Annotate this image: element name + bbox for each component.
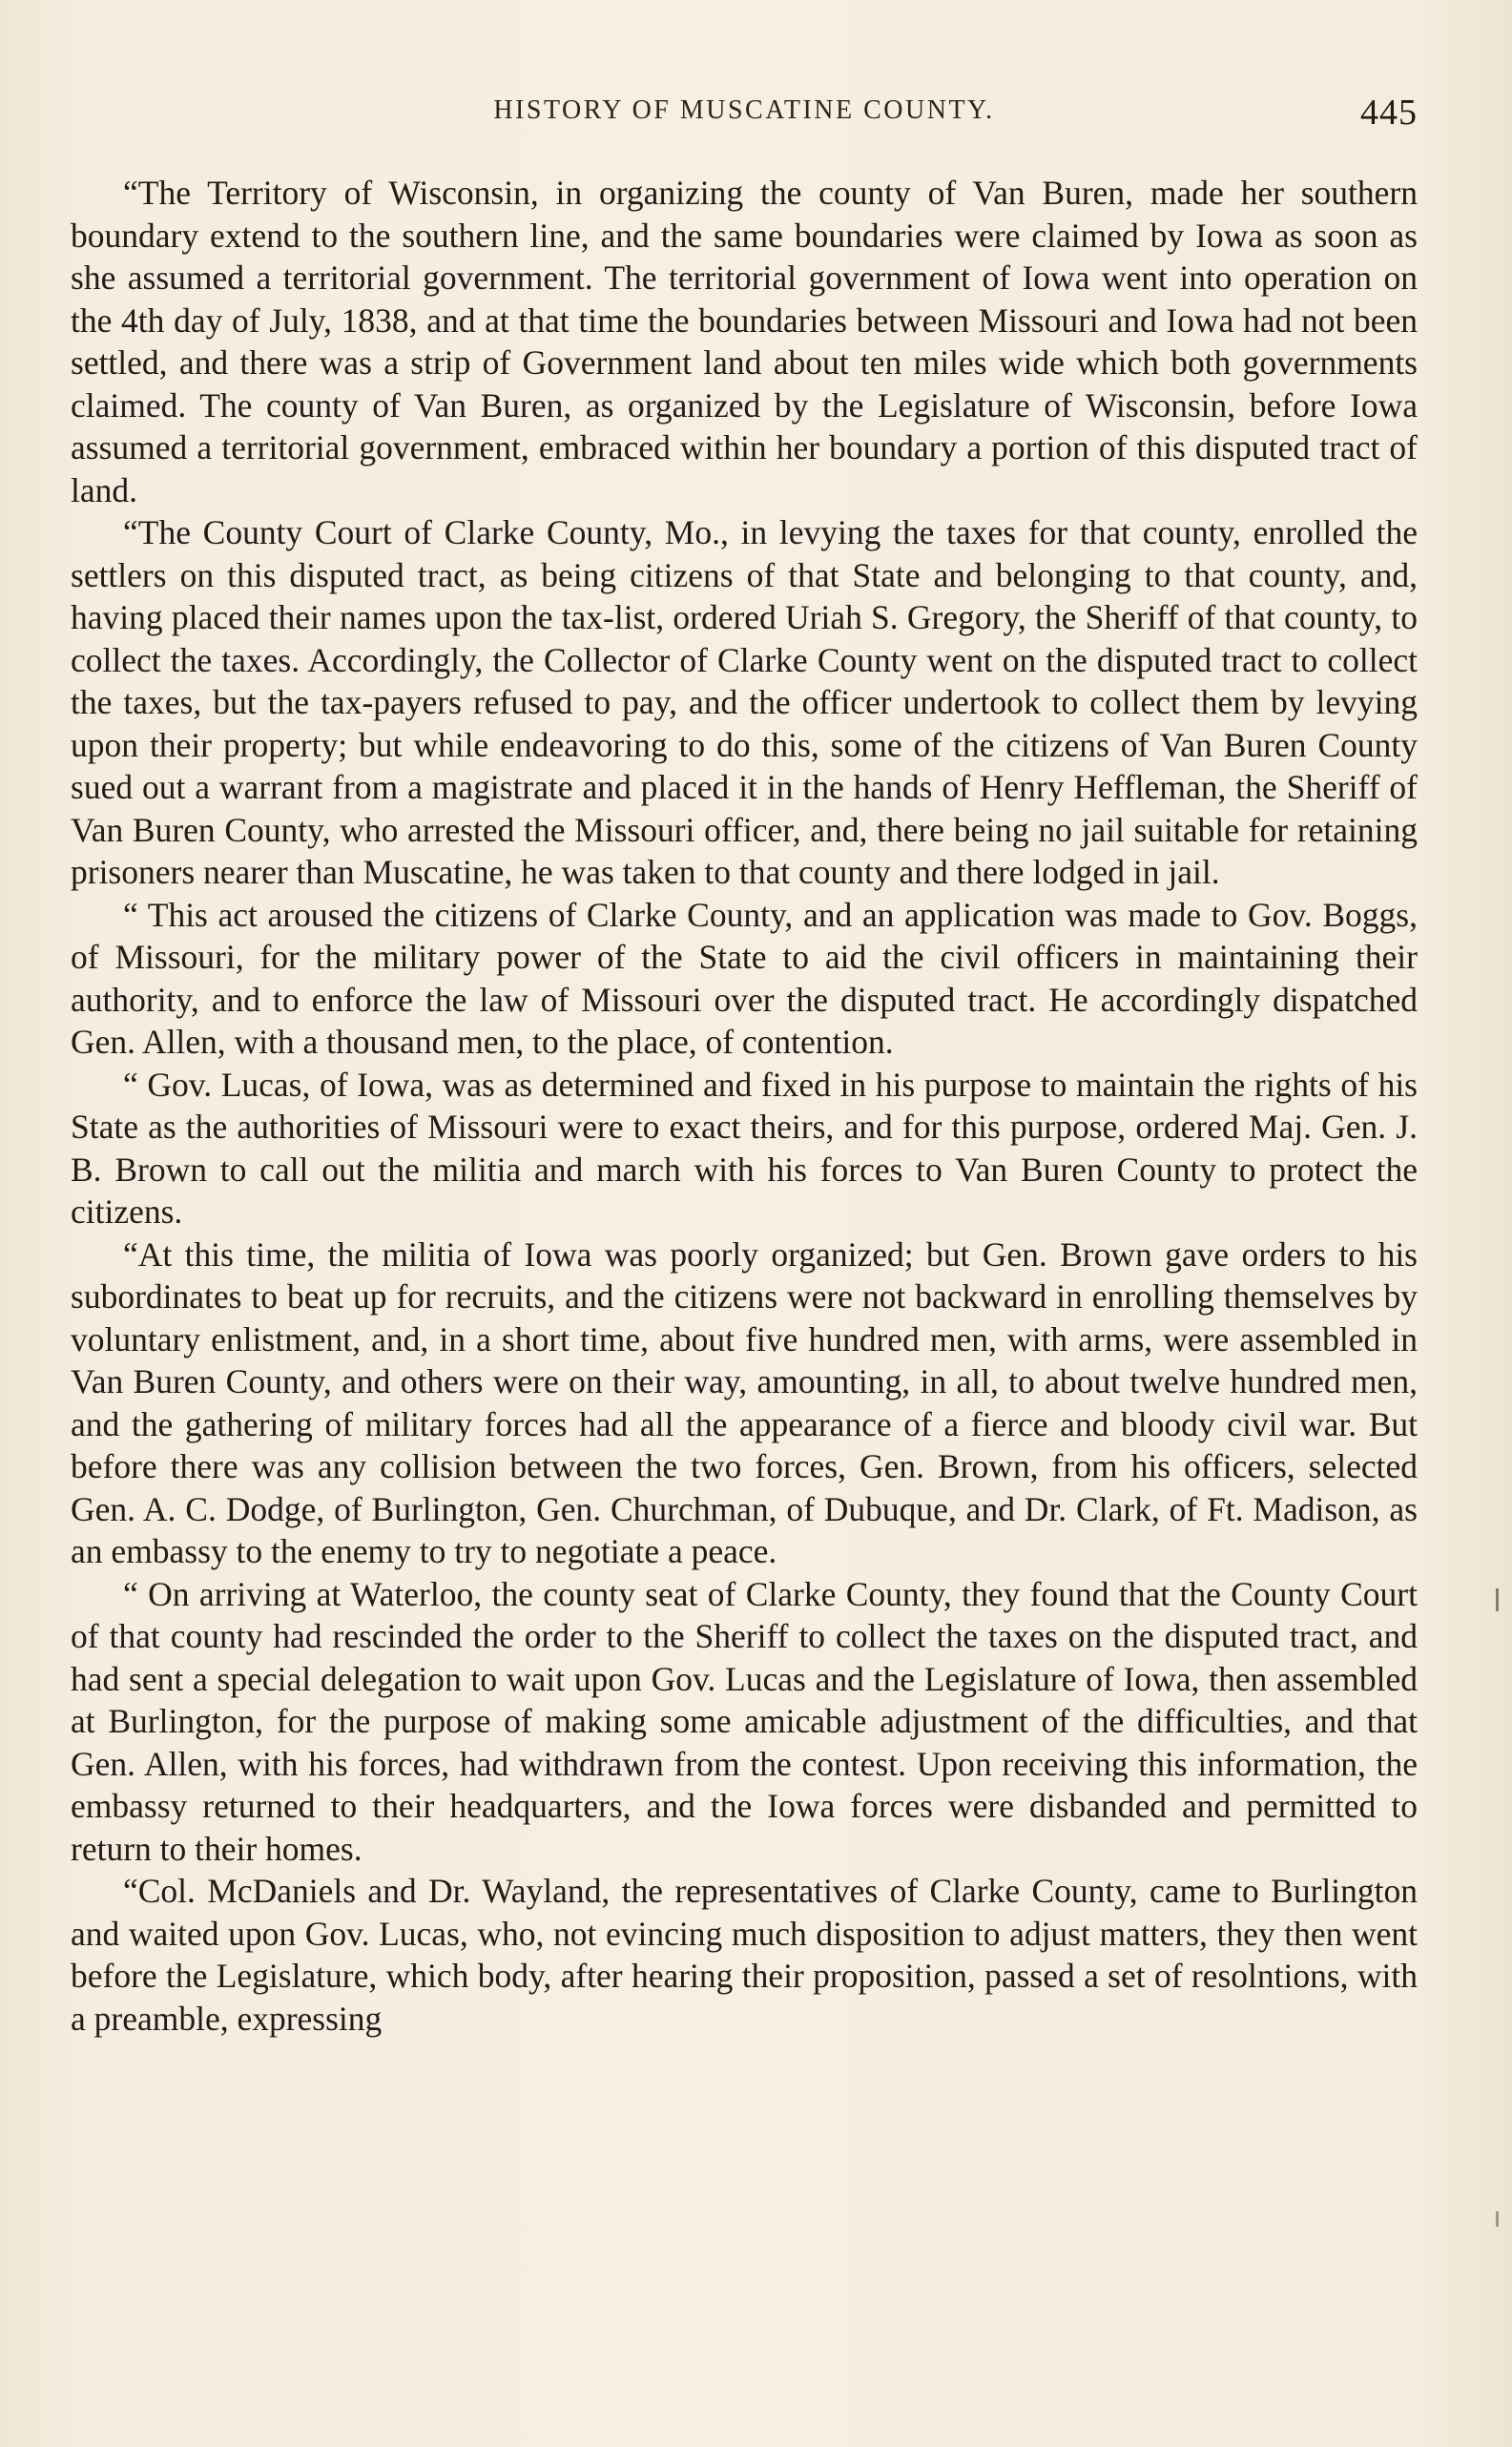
paragraph-gov-lucas: “ Gov. Lucas, of Iowa, was as determined and fixed in his purpose to maintain the rights of his State as the authorities of Missouri were to exact theirs, and for this purpose, ordered Maj. Gen. J. B. Brown to call out the militia and march with his forces to Van Buren County to protect the citizens. [71, 1065, 1418, 1231]
margin-ink-mark [1496, 2211, 1499, 2227]
running-title: HISTORY OF MUSCATINE COUNTY. [493, 95, 995, 125]
paragraph-militia-of-iowa: “At this time, the militia of Iowa was poorly organized; but Gen. Brown gave orders to his subordinates to beat up for recruits, and the citizens were not backward in enrolling themselves by voluntary enlistment, and, in a short time, about five hundred men, with arms, were assembled in Van Buren County, and others were on their way, amounting, in all, to about twelve hundred men, and the gathering of military forces had all the appearance of a fierce and bloody civil war. But before there was any collision between the two forces, Gen. Brown, from his officers, selected Gen. A. C. Dodge, of Burlington, Gen. Churchman, of Dubuque, and Dr. Clark, of Ft. Madison, as an embassy to the enemy to try to negotiate a peace. [71, 1234, 1418, 1570]
paragraph-county-court-of-clarke: “The County Court of Clarke County, Mo., in levying the taxes for that county, enrolled the settlers on this disputed tract, as being citizens of that State and belonging to that county, and, having placed their names upon the tax-list, ordered Uriah S. Gregory, the Sheriff of that county, to collect the taxes. Accordingly, the Collector of Clarke County went on the disputed tract to collect the taxes, but the tax-payers refused to pay, and the officer undertook to collect them by levying upon their property; but while endeavoring to do this, some of the citizens of Van Buren County sued out a warrant from a magistrate and placed it in the hands of Henry Heffleman, the Sheriff of Van Buren County, who arrested the Missouri officer, and, there being no jail suitable for retaining prisoners nearer than Muscatine, he was taken to that county and there lodged in jail. [71, 513, 1418, 891]
paragraph-act-aroused-citizens: “ This act aroused the citizens of Clarke County, and an application was made to Gov. Boggs, of Missouri, for the military power of the State to aid the civil officers in maintaining their authority, and to enforce the law of Missouri over the disputed tract. He accordingly dispatched Gen. Allen, with a thousand men, to the place, of contention. [71, 895, 1418, 1061]
body-text [71, 172, 1418, 2040]
paragraph-col-mcdaniels: “Col. McDaniels and Dr. Wayland, the representatives of Clarke County, came to Burlington and waited upon Gov. Lucas, who, not evincing much disposition to adjust matters, they then went before the Legislature, which body, after hearing their proposition, passed a set of resolntions, with a preamble, expressing [71, 1872, 1418, 2038]
paragraph-territory-of-wisconsin: “The Territory of Wisconsin, in organizing the county of Van Buren, made her southern boundary extend to the southern line, and the same boundaries were claimed by Iowa as soon as she assumed a territorial government. The territorial government of Iowa went into operation on the 4th day of July, 1838, and at that time the boundaries between Missouri and Iowa had not been settled, and there was a strip of Government land about ten miles wide which both governments claimed. The county of Van Buren, as organized by the Legislature of Wisconsin, before Iowa assumed a territorial government, embraced within her boundary a portion of this disputed tract of land. [71, 174, 1418, 509]
page-number: 445 [1360, 93, 1418, 133]
margin-ink-mark [1496, 1588, 1499, 1611]
page-header [71, 95, 1418, 143]
paragraph-arriving-at-waterloo: “ On arriving at Waterloo, the county seat of Clarke County, they found that the County Court of that county had rescinded the order to the Sheriff to collect the taxes on the disputed tract, and had sent a special delegation to wait upon Gov. Lucas and the Legislature of Iowa, then assembled at Burlington, for the purpose of making some amicable adjustment of the difficulties, and that Gen. Allen, with his forces, had withdrawn from the contest. Upon receiving this information, the embassy returned to their headquarters, and the Iowa forces were disbanded and permitted to return to their homes. [71, 1574, 1418, 1868]
